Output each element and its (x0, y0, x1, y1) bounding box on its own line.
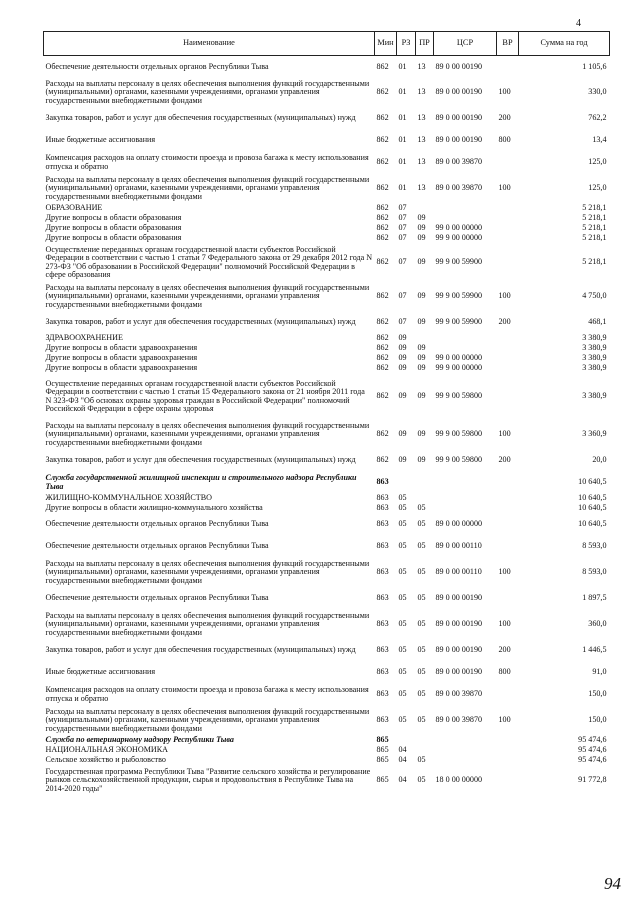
row-pr: 09 (417, 213, 426, 223)
row-vr: 200 (498, 317, 511, 327)
table-row (44, 56, 610, 78)
table-row (44, 736, 610, 746)
row-sum: 5 218,1 (582, 233, 607, 243)
header-min: Мин (375, 32, 397, 56)
row-name: ЗДРАВООХРАНЕНИЕ (45, 333, 123, 343)
row-csr: 89 0 00 39870 (435, 183, 483, 193)
table-row (44, 344, 610, 354)
row-pr: 05 (417, 645, 426, 655)
table-row (44, 204, 610, 214)
row-vr (497, 766, 519, 796)
row-name: Расходы на выплаты персоналу в целях обеспечения выполнения функций государственными (муниципальными) органами, казенными учреждениями, органами управления государственными внебюджетными фондами (45, 174, 370, 201)
row-csr: 89 0 00 00000 (435, 519, 483, 529)
table-row (44, 78, 610, 108)
row-min: 862 (376, 391, 389, 401)
row-vr (497, 344, 519, 354)
table-row (44, 354, 610, 364)
table-row (44, 282, 610, 312)
table-row (44, 766, 610, 796)
row-pr (416, 472, 434, 494)
row-pr: 09 (417, 317, 426, 327)
row-rz (397, 472, 416, 494)
row-sum: 1 897,5 (582, 593, 607, 603)
row-name: Обеспечение деятельности отдельных органов Республики Тыва (45, 541, 269, 551)
row-rz: 04 (398, 775, 407, 785)
row-name: Расходы на выплаты персоналу в целях обеспечения выполнения функций государственными (муниципальными) органами, казенными учреждениями, органами управления государственными внебюджетными фондами (45, 78, 370, 105)
header-vr: ВР (497, 32, 519, 56)
row-pr (416, 204, 434, 214)
row-name: Расходы на выплаты персоналу в целях обеспечения выполнения функций государственными (муниципальными) органами, казенными учреждениями, органами управления государственными внебюджетными фондами (45, 610, 370, 637)
row-csr: 99 9 00 59900 (435, 257, 483, 267)
row-vr: 100 (498, 567, 511, 577)
row-vr: 200 (498, 645, 511, 655)
row-min: 865 (376, 745, 389, 755)
table-row (44, 706, 610, 736)
row-sum: 10 640,5 (578, 503, 607, 513)
row-vr: 100 (498, 429, 511, 439)
row-sum: 3 380,9 (582, 353, 607, 363)
row-csr: 89 0 00 00190 (435, 61, 483, 71)
row-rz: 07 (398, 317, 407, 327)
table-row (44, 558, 610, 588)
row-name: Обеспечение деятельности отдельных органов Республики Тыва (45, 61, 269, 71)
row-rz: 01 (398, 113, 407, 123)
row-pr (416, 736, 434, 746)
row-csr (434, 204, 497, 214)
row-sum: 95 474,6 (578, 735, 607, 745)
row-csr: 89 0 00 00110 (435, 541, 482, 551)
row-name: Иные бюджетные ассигнования (45, 667, 156, 677)
row-csr: 99 9 00 59800 (435, 455, 483, 465)
row-csr: 89 0 00 00190 (435, 667, 483, 677)
row-name: Другие вопросы в области образования (45, 213, 182, 223)
row-rz: 04 (398, 755, 407, 765)
row-pr: 09 (417, 257, 426, 267)
row-pr: 05 (417, 519, 426, 529)
table-row (44, 224, 610, 234)
budget-table (43, 31, 610, 796)
table-row (44, 494, 610, 504)
row-min: 862 (376, 203, 389, 213)
table-row (44, 610, 610, 640)
row-pr: 05 (417, 541, 426, 551)
row-sum: 4 750,0 (582, 291, 607, 301)
row-name: Компенсация расходов на оплату стоимости проезда и провоза багажа к месту использования отпуска и обратно (45, 685, 369, 703)
header-rz: РЗ (397, 32, 416, 56)
row-csr: 99 9 00 00000 (435, 363, 483, 373)
row-vr (497, 334, 519, 344)
row-sum: 5 218,1 (582, 257, 607, 267)
row-sum: 330,0 (588, 87, 607, 97)
row-pr: 05 (417, 503, 426, 513)
row-name: Расходы на выплаты персоналу в целях обеспечения выполнения функций государственными (муниципальными) органами, казенными учреждениями, органами управления государственными внебюджетными фондами (45, 558, 370, 585)
row-vr: 800 (498, 667, 511, 677)
row-rz: 07 (398, 257, 407, 267)
row-vr (497, 536, 519, 558)
row-vr (497, 224, 519, 234)
row-rz: 09 (398, 363, 407, 373)
table-row (44, 334, 610, 344)
row-name: Обеспечение деятельности отдельных органов Республики Тыва (45, 593, 269, 603)
row-name: Служба государственной жилищной инспекции и строительного надзора Республики Тыва (45, 473, 357, 491)
row-min: 863 (376, 493, 389, 503)
row-sum: 468,1 (588, 317, 607, 327)
row-vr (497, 746, 519, 756)
table-row (44, 214, 610, 224)
row-csr: 89 0 00 00190 (435, 619, 483, 629)
header-name: Наименование (44, 32, 375, 56)
row-csr: 99 9 00 00000 (435, 233, 483, 243)
row-name: Другие вопросы в области здравоохранения (45, 353, 198, 363)
row-pr: 09 (417, 291, 426, 301)
row-pr: 09 (417, 455, 426, 465)
row-rz: 01 (398, 87, 407, 97)
row-csr: 89 0 00 00110 (435, 567, 482, 577)
row-min: 862 (376, 157, 389, 167)
row-pr: 09 (417, 391, 426, 401)
row-rz: 09 (398, 353, 407, 363)
row-min: 863 (376, 715, 389, 725)
row-pr (416, 746, 434, 756)
table-row (44, 244, 610, 282)
row-csr (434, 472, 497, 494)
row-vr (497, 504, 519, 514)
table-row (44, 152, 610, 174)
row-csr: 89 0 00 39870 (435, 715, 483, 725)
row-sum: 5 218,1 (582, 213, 607, 223)
row-pr: 09 (417, 233, 426, 243)
row-csr: 89 0 00 00190 (435, 87, 483, 97)
row-rz: 01 (398, 135, 407, 145)
row-pr (416, 494, 434, 504)
table-row (44, 536, 610, 558)
row-sum: 360,0 (588, 619, 607, 629)
row-rz: 05 (398, 593, 407, 603)
row-sum: 3 380,9 (582, 343, 607, 353)
row-rz: 05 (398, 519, 407, 529)
table-row (44, 588, 610, 610)
row-pr: 13 (417, 87, 426, 97)
row-sum: 5 218,1 (582, 203, 607, 213)
handwritten-page-mark: 94 (604, 874, 621, 893)
table-row (44, 130, 610, 152)
row-name: Другие вопросы в области жилищно-коммунального хозяйства (45, 503, 263, 513)
row-pr: 13 (417, 183, 426, 193)
row-sum: 150,0 (588, 689, 607, 699)
table-row (44, 420, 610, 450)
table-row (44, 756, 610, 766)
row-min: 862 (376, 257, 389, 267)
row-vr (497, 364, 519, 374)
table-row (44, 684, 610, 706)
row-sum: 1 105,6 (582, 61, 607, 71)
row-min: 862 (376, 233, 389, 243)
row-min: 862 (376, 213, 389, 223)
row-vr (497, 494, 519, 504)
table-row (44, 514, 610, 536)
row-rz: 01 (398, 157, 407, 167)
row-min: 865 (376, 735, 389, 745)
row-rz: 09 (398, 333, 407, 343)
row-rz: 09 (398, 455, 407, 465)
row-name: Расходы на выплаты персоналу в целях обеспечения выполнения функций государственными (муниципальными) органами, казенными учреждениями, органами управления государственными внебюджетными фондами (45, 706, 370, 733)
row-pr: 09 (417, 353, 426, 363)
row-rz: 05 (398, 493, 407, 503)
row-vr: 800 (498, 135, 511, 145)
row-vr (497, 588, 519, 610)
row-min: 863 (376, 619, 389, 629)
row-name: Осуществление переданных органам государственной власти субъектов Российской Федерации в соответствии с частью 1 статьи 7 Федерального закона от 29 декабря 2012 года N 273-ФЗ "Об образовании в Российской Федерации" полномочий Российской Федерации в сфере образования (45, 244, 373, 279)
table-row (44, 374, 610, 420)
row-vr (497, 244, 519, 282)
row-min: 862 (376, 61, 389, 71)
row-sum: 95 474,6 (578, 755, 607, 765)
row-rz (397, 736, 416, 746)
row-csr (434, 334, 497, 344)
row-sum: 91 772,8 (578, 775, 607, 785)
row-rz: 05 (398, 645, 407, 655)
row-vr (497, 472, 519, 494)
row-sum: 3 380,9 (582, 363, 607, 373)
row-min: 863 (376, 567, 389, 577)
row-rz: 09 (398, 429, 407, 439)
row-pr: 09 (417, 363, 426, 373)
row-pr: 13 (417, 61, 426, 71)
row-vr: 200 (498, 455, 511, 465)
row-rz: 09 (398, 343, 407, 353)
row-min: 862 (376, 363, 389, 373)
row-name: Расходы на выплаты персоналу в целях обеспечения выполнения функций государственными (муниципальными) органами, казенными учреждениями, органами управления государственными внебюджетными фондами (45, 282, 370, 309)
row-name: Компенсация расходов на оплату стоимости проезда и провоза багажа к месту использования отпуска и обратно (45, 153, 369, 171)
row-min: 862 (376, 333, 389, 343)
row-min: 862 (376, 455, 389, 465)
table-row (44, 108, 610, 130)
row-rz: 07 (398, 223, 407, 233)
row-pr: 05 (417, 689, 426, 699)
header-sum: Сумма на год (519, 32, 610, 56)
row-csr: 89 0 00 00190 (435, 645, 483, 655)
row-name: Расходы на выплаты персоналу в целях обеспечения выполнения функций государственными (муниципальными) органами, казенными учреждениями, органами управления государственными внебюджетными фондами (45, 420, 370, 447)
row-rz: 07 (398, 291, 407, 301)
row-sum: 10 640,5 (578, 519, 607, 529)
row-csr (434, 504, 497, 514)
row-pr: 05 (417, 715, 426, 725)
row-vr (497, 234, 519, 244)
row-name: Другие вопросы в области здравоохранения (45, 343, 198, 353)
row-name: Другие вопросы в области образования (45, 233, 182, 243)
row-vr (497, 152, 519, 174)
row-min: 862 (376, 343, 389, 353)
row-sum: 150,0 (588, 715, 607, 725)
row-name: Закупка товаров, работ и услуг для обеспечения государственных (муниципальных) нужд (45, 113, 356, 123)
row-vr: 100 (498, 291, 511, 301)
row-csr (434, 344, 497, 354)
row-pr: 05 (417, 775, 426, 785)
row-csr: 99 0 00 00000 (435, 353, 483, 363)
row-min: 862 (376, 291, 389, 301)
row-sum: 125,0 (588, 183, 607, 193)
row-min: 862 (376, 113, 389, 123)
row-min: 862 (376, 223, 389, 233)
row-min: 863 (376, 519, 389, 529)
row-vr (497, 354, 519, 364)
row-vr: 100 (498, 619, 511, 629)
row-vr: 200 (498, 113, 511, 123)
row-vr (497, 374, 519, 420)
row-sum: 3 380,9 (582, 333, 607, 343)
row-name: Закупка товаров, работ и услуг для обеспечения государственных (муниципальных) нужд (45, 645, 356, 655)
table-row (44, 364, 610, 374)
row-rz: 05 (398, 619, 407, 629)
table-row (44, 174, 610, 204)
row-sum: 91,0 (592, 667, 607, 677)
row-rz: 09 (398, 391, 407, 401)
row-sum: 8 593,0 (582, 567, 607, 577)
row-sum: 13,4 (592, 135, 607, 145)
row-rz: 05 (398, 667, 407, 677)
row-sum: 8 593,0 (582, 541, 607, 551)
row-name: Другие вопросы в области образования (45, 223, 182, 233)
row-name: ЖИЛИЩНО-КОММУНАЛЬНОЕ ХОЗЯЙСТВО (45, 493, 212, 503)
row-csr: 89 0 00 00190 (435, 113, 483, 123)
row-name: Иные бюджетные ассигнования (45, 135, 156, 145)
row-min: 862 (376, 183, 389, 193)
header-csr: ЦСР (434, 32, 497, 56)
row-name: Осуществление переданных органам государственной власти субъектов Российской Федерации в соответствии с частью 1 статьи 15 Федерального закона от 21 ноября 2011 года N 323-ФЗ "Об основах охраны здоровья граждан в Российской Федерации" полномочий Российской Федерации в сфере охраны здоровья (45, 378, 365, 413)
row-name: Обеспечение деятельности отдельных органов Республики Тыва (45, 519, 269, 529)
row-csr: 18 0 00 00000 (435, 775, 483, 785)
row-name: Сельское хозяйство и рыболовство (45, 755, 166, 765)
table-row (44, 504, 610, 514)
row-rz: 05 (398, 567, 407, 577)
row-csr: 89 0 00 39870 (435, 689, 483, 699)
table-row (44, 234, 610, 244)
row-pr: 05 (417, 619, 426, 629)
row-vr (497, 214, 519, 224)
row-csr: 89 0 00 39870 (435, 157, 483, 167)
row-vr: 100 (498, 715, 511, 725)
row-name: Закупка товаров, работ и услуг для обеспечения государственных (муниципальных) нужд (45, 317, 356, 327)
row-min: 863 (376, 503, 389, 513)
row-name: Другие вопросы в области здравоохранения (45, 363, 198, 373)
row-pr: 05 (417, 593, 426, 603)
row-rz: 04 (398, 745, 407, 755)
row-min: 862 (376, 87, 389, 97)
row-min: 863 (376, 667, 389, 677)
row-min: 865 (376, 775, 389, 785)
row-vr: 100 (498, 87, 511, 97)
row-rz: 01 (398, 183, 407, 193)
row-sum: 1 446,5 (582, 645, 607, 655)
row-vr (497, 56, 519, 78)
row-vr (497, 204, 519, 214)
row-rz: 05 (398, 541, 407, 551)
row-sum: 762,2 (588, 113, 607, 123)
table-row (44, 640, 610, 662)
row-pr: 13 (417, 157, 426, 167)
row-vr (497, 514, 519, 536)
row-vr (497, 684, 519, 706)
row-sum: 10 640,5 (578, 477, 607, 487)
row-csr: 99 9 00 59900 (435, 317, 483, 327)
row-name: Закупка товаров, работ и услуг для обеспечения государственных (муниципальных) нужд (45, 455, 356, 465)
row-name: Государственная программа Республики Тыва "Развитие сельского хозяйства и регулирование рынков сельскохозяйственной продукции, сырья и продовольствия в Республике Тыва на 2014-2020 годы" (45, 766, 371, 793)
row-pr: 13 (417, 113, 426, 123)
row-min: 865 (376, 755, 389, 765)
row-rz: 05 (398, 503, 407, 513)
row-csr: 99 9 00 59900 (435, 291, 483, 301)
row-pr: 09 (417, 429, 426, 439)
row-sum: 5 218,1 (582, 223, 607, 233)
row-sum: 125,0 (588, 157, 607, 167)
row-name: НАЦИОНАЛЬНАЯ ЭКОНОМИКА (45, 745, 169, 755)
row-pr: 13 (417, 135, 426, 145)
table-row (44, 450, 610, 472)
row-sum: 10 640,5 (578, 493, 607, 503)
row-rz: 07 (398, 203, 407, 213)
row-rz: 01 (398, 61, 407, 71)
row-vr: 100 (498, 183, 511, 193)
row-rz: 07 (398, 233, 407, 243)
row-pr: 05 (417, 667, 426, 677)
row-csr (434, 736, 497, 746)
row-rz: 05 (398, 715, 407, 725)
row-min: 863 (376, 645, 389, 655)
row-min: 862 (376, 429, 389, 439)
page-number: 4 (576, 18, 581, 29)
row-csr: 99 9 00 59800 (435, 391, 483, 401)
row-rz: 07 (398, 213, 407, 223)
row-sum: 20,0 (592, 455, 607, 465)
row-sum: 95 474,6 (578, 745, 607, 755)
row-pr (416, 334, 434, 344)
row-name: Служба по ветеринарному надзору Республики Тыва (45, 735, 234, 745)
row-min: 862 (376, 135, 389, 145)
row-csr: 99 0 00 00000 (435, 223, 483, 233)
row-sum: 3 360,9 (582, 429, 607, 439)
row-name: ОБРАЗОВАНИЕ (45, 203, 103, 213)
table-row (44, 312, 610, 334)
row-vr (497, 736, 519, 746)
table-row (44, 662, 610, 684)
table-header-row (44, 32, 610, 56)
row-pr: 05 (417, 567, 426, 577)
row-pr: 09 (417, 343, 426, 353)
row-min: 862 (376, 317, 389, 327)
row-csr (434, 746, 497, 756)
row-sum: 3 380,9 (582, 391, 607, 401)
row-min: 862 (376, 353, 389, 363)
row-csr (434, 756, 497, 766)
row-csr: 89 0 00 00190 (435, 593, 483, 603)
row-min: 863 (376, 477, 389, 487)
row-pr: 09 (417, 223, 426, 233)
table-row (44, 746, 610, 756)
row-vr (497, 756, 519, 766)
row-csr (434, 494, 497, 504)
row-pr: 05 (417, 755, 426, 765)
row-min: 863 (376, 689, 389, 699)
table-row (44, 472, 610, 494)
row-csr: 99 9 00 59800 (435, 429, 483, 439)
row-rz: 05 (398, 689, 407, 699)
row-csr (434, 214, 497, 224)
row-min: 863 (376, 541, 389, 551)
row-min: 863 (376, 593, 389, 603)
row-csr: 89 0 00 00190 (435, 135, 483, 145)
header-pr: ПР (416, 32, 434, 56)
